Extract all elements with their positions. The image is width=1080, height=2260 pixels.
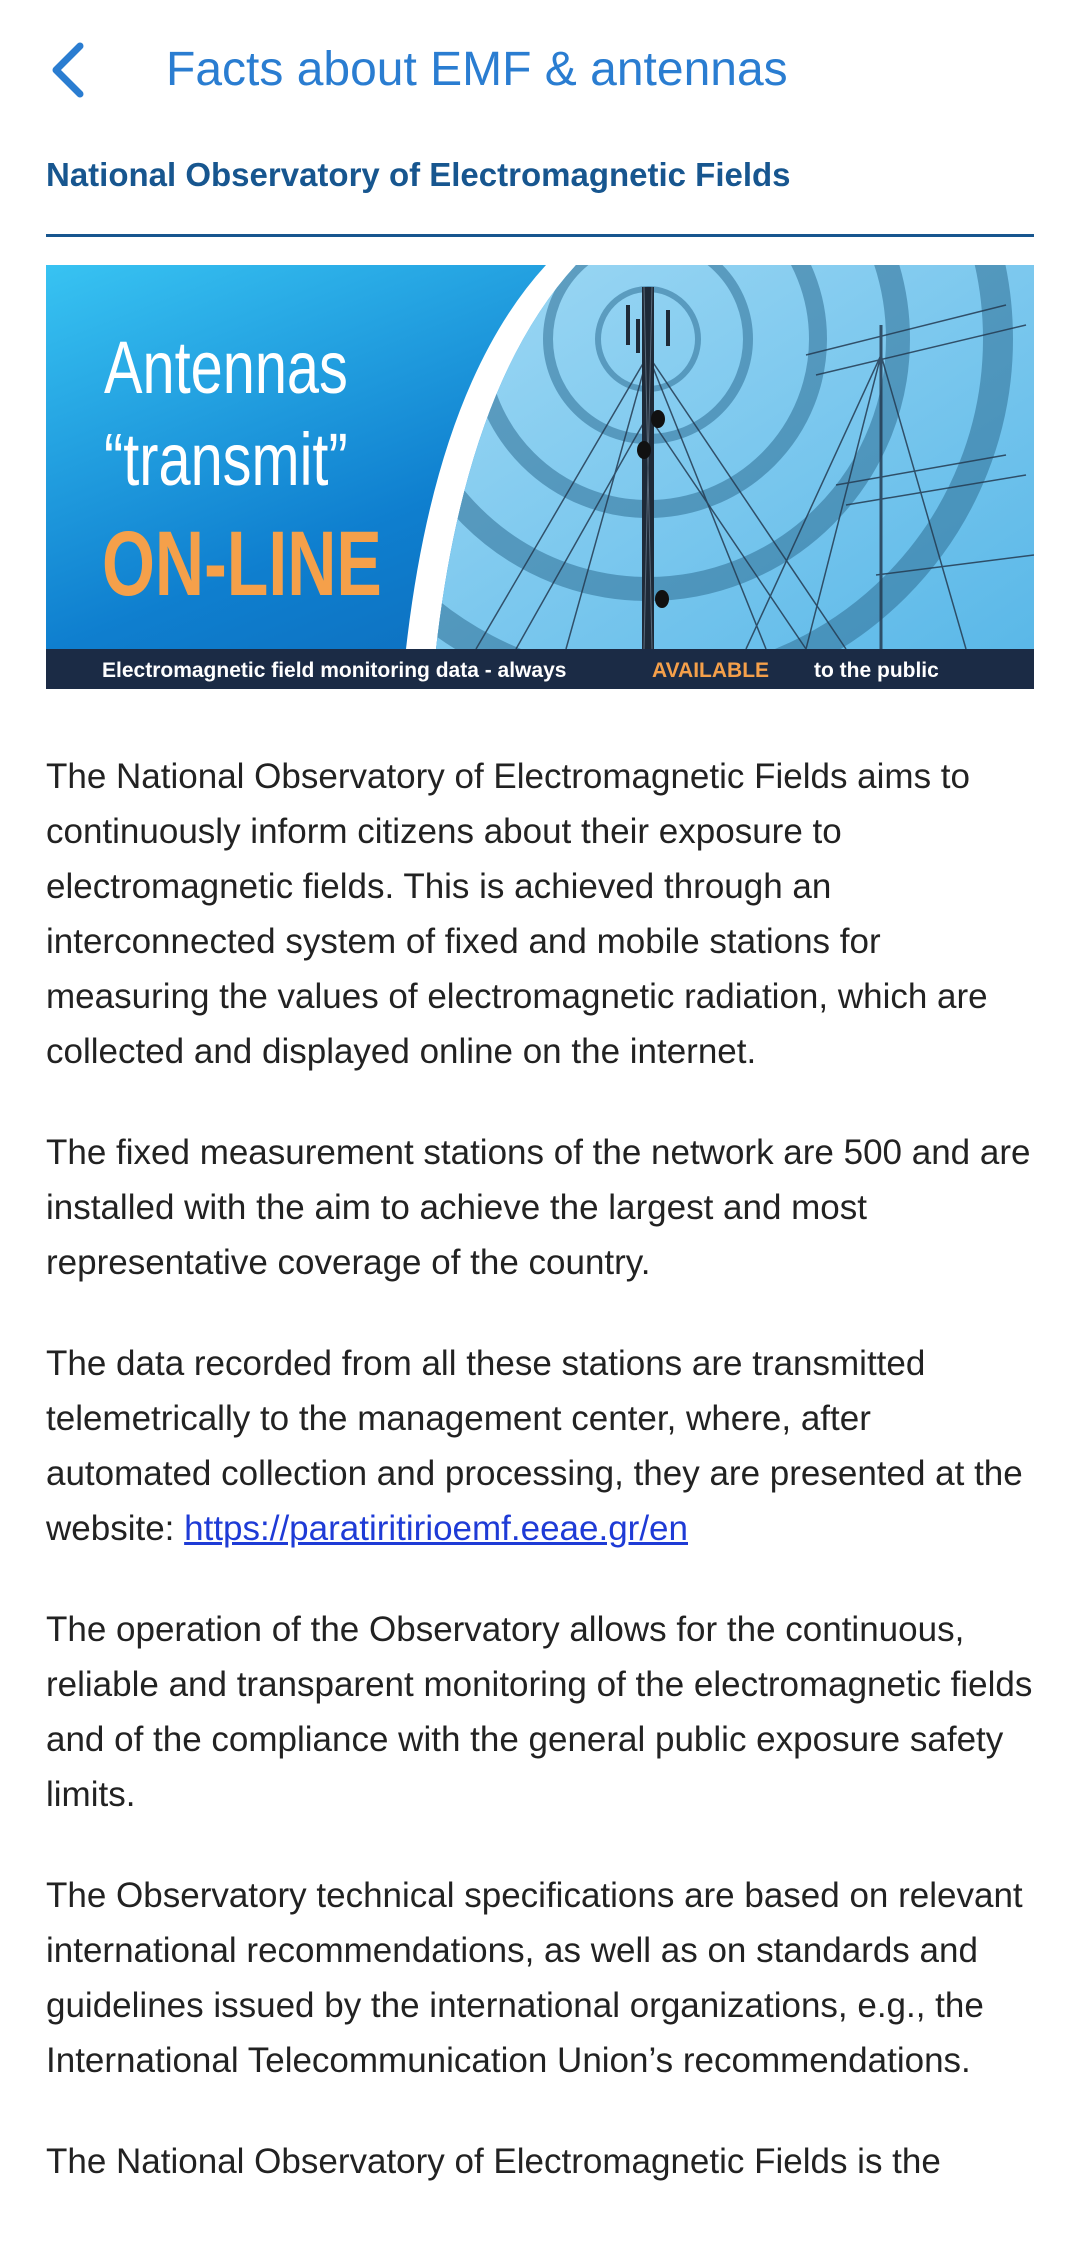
chevron-left-icon xyxy=(48,40,88,100)
banner-footer-highlight: AVAILABLE xyxy=(652,659,770,682)
section-title: National Observatory of Electromagnetic Fields xyxy=(46,156,791,193)
website-link[interactable]: https://paratiritirioemf.eeae.gr/en xyxy=(184,1509,688,1548)
paragraph-3-text: The data recorded from all these stations are transmitted telemetrically to the management center, where, after automated collection and processing, they are presented at the website: xyxy=(46,1344,1023,1548)
banner-footer-text1: Electromagnetic field monitoring data - always xyxy=(102,659,567,682)
banner-line1: Antennas xyxy=(104,327,348,410)
paragraph-4: The operation of the Observatory allows for the continuous, reliable and transparent monitoring of the electromagnetic fields and of the compliance with the general public exposure safety limits. xyxy=(46,1610,1033,1814)
back-button[interactable] xyxy=(36,32,100,108)
paragraph-2: The fixed measurement stations of the network are 500 and are installed with the aim to achieve the largest and most representative coverage of the country. xyxy=(46,1133,1031,1282)
app-bar xyxy=(0,0,1080,140)
banner-line3: ON-LINE xyxy=(102,513,382,616)
banner-footer-text2: to the public xyxy=(814,659,939,682)
paragraph-6: The National Observatory of Electromagnetic Fields is the xyxy=(46,2142,941,2181)
banner-image xyxy=(46,265,1034,689)
page-title: Facts about EMF & antennas xyxy=(166,43,788,96)
section-divider xyxy=(46,234,1034,237)
paragraph-1: The National Observatory of Electromagnetic Fields aims to continuously inform citizens about their exposure to electromagnetic fields. This is achieved through an interconnected system of fixed and mobile stations for measuring the values of electromagnetic radiation, which are collected and displayed online on the internet. xyxy=(46,757,988,1071)
banner-line2: “transmit” xyxy=(104,419,348,502)
paragraph-3 xyxy=(46,1336,1034,1556)
content xyxy=(0,152,1080,2189)
paragraph-5: The Observatory technical specifications are based on relevant international recommendations, as well as on standards and guidelines issued by the international organizations, e.g., the International Telecommunication Union’s recommendations. xyxy=(46,1876,1023,2080)
banner-graphic xyxy=(46,265,1034,689)
article-body xyxy=(46,749,1034,2189)
